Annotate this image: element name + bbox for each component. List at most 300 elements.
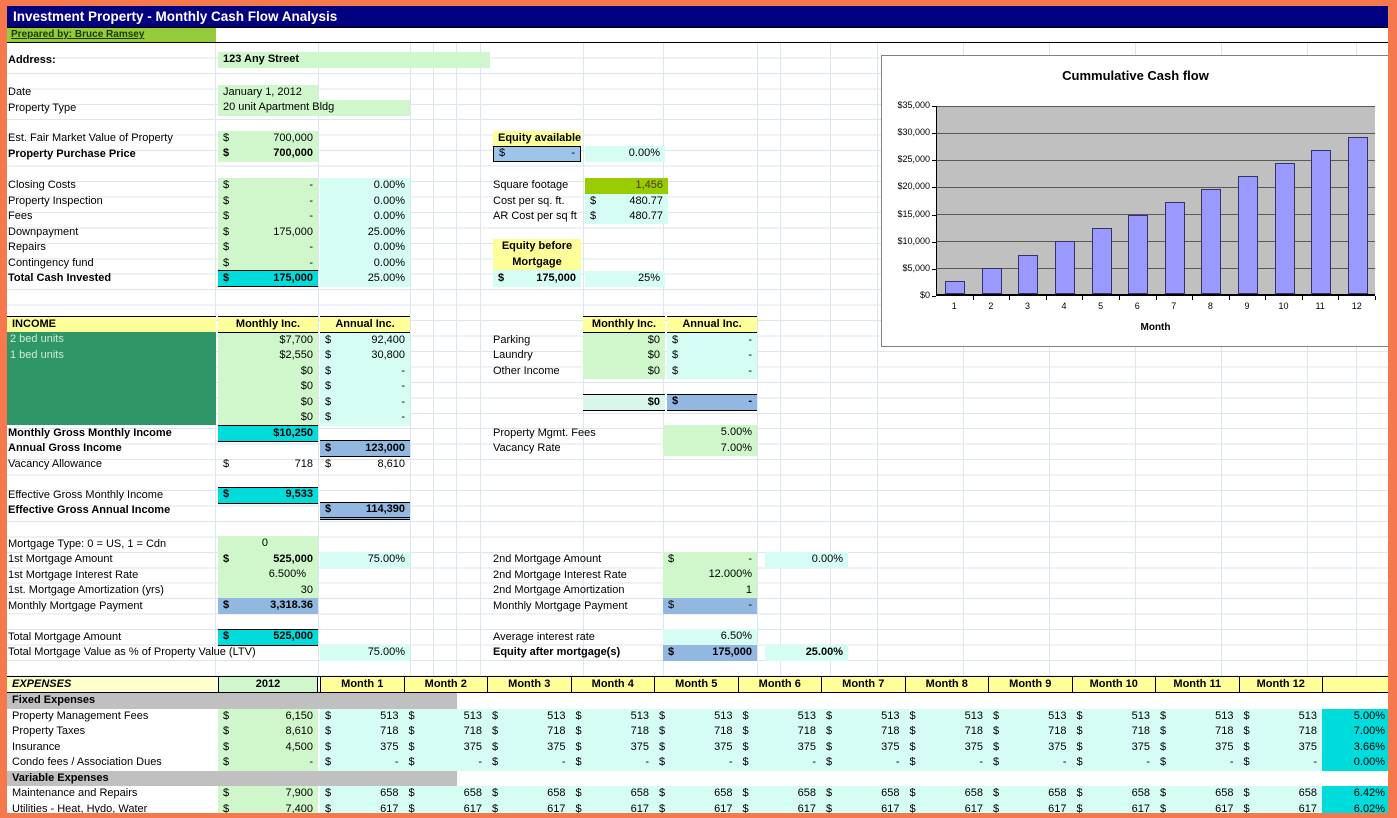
cell-value: 658 xyxy=(1298,787,1317,799)
cell-value: 658 xyxy=(797,787,816,799)
chart-bar[interactable] xyxy=(1275,163,1295,294)
expense-month-value[interactable] xyxy=(404,755,488,771)
expense-month-value[interactable] xyxy=(1155,740,1239,756)
m2-payment-value[interactable]: $ - xyxy=(663,598,757,614)
equity-before-value[interactable]: $ 175,000 xyxy=(493,270,581,287)
chart-x-tick-label: 1 xyxy=(951,301,957,311)
expense-month-value[interactable] xyxy=(1155,802,1239,818)
expense-month-value[interactable] xyxy=(1155,724,1239,740)
expense-month-value[interactable] xyxy=(1072,786,1156,802)
income-row3-monthly[interactable]: $0 xyxy=(218,364,318,380)
expense-month-value[interactable] xyxy=(1155,786,1239,802)
expense-annual-value[interactable] xyxy=(218,740,318,756)
chart-y-tick xyxy=(932,296,936,297)
expense-month-value[interactable] xyxy=(738,755,822,771)
expense-month-value[interactable] xyxy=(487,802,571,818)
expense-month-value[interactable] xyxy=(821,755,905,771)
currency-symbol: $ xyxy=(325,802,332,815)
vacancy-rate-value[interactable]: 7.00% xyxy=(663,441,757,457)
m2-amount-pct[interactable]: 0.00% xyxy=(765,552,848,568)
chart-x-tick-label: 10 xyxy=(1278,301,1289,311)
expense-month-value[interactable] xyxy=(654,740,738,756)
chart-y-tick xyxy=(932,215,936,216)
expense-month-value[interactable] xyxy=(487,709,571,725)
cell-value: 718 xyxy=(797,725,816,737)
m2-amount-value[interactable]: $ - xyxy=(663,552,757,568)
currency-symbol: $ xyxy=(909,740,916,753)
cell-value: 718 xyxy=(1215,725,1234,737)
address-label: Address: xyxy=(8,54,56,66)
gross-monthly-label: Monthly Gross Monthly Income xyxy=(8,426,172,439)
cell-value: 375 xyxy=(463,740,482,753)
expense-month-value[interactable] xyxy=(1155,709,1239,725)
avg-rate-value[interactable]: 6.50% xyxy=(663,629,757,645)
chart-bar[interactable] xyxy=(945,281,965,294)
expense-month-value[interactable] xyxy=(821,786,905,802)
expense-month-value[interactable] xyxy=(571,786,655,802)
vacancy-allowance-monthly[interactable]: $ 718 xyxy=(223,457,313,470)
expense-month-value[interactable] xyxy=(320,724,404,740)
m2-amort-value[interactable]: 1 xyxy=(663,583,757,599)
chart-bar[interactable] xyxy=(1238,176,1258,294)
expense-month-value[interactable] xyxy=(905,709,989,725)
currency-symbol: $ xyxy=(1076,725,1083,737)
currency-symbol: $ xyxy=(1076,740,1083,753)
downpayment-value[interactable]: $ 175,000 xyxy=(218,225,318,241)
total-cash-value[interactable]: $ 175,000 xyxy=(218,270,318,287)
expense-month-value[interactable] xyxy=(320,709,404,725)
currency-symbol: $ xyxy=(1160,709,1167,722)
unit-types-block[interactable] xyxy=(7,332,216,425)
pmf-label: Property Mgmt. Fees xyxy=(493,426,596,439)
cell-value: 513 xyxy=(1215,709,1234,722)
currency-symbol: $ xyxy=(993,725,1000,737)
chart-x-tick-label: 6 xyxy=(1134,301,1140,311)
other-income-annual-header: Annual Inc. xyxy=(667,316,757,333)
currency-symbol: $ xyxy=(1076,802,1083,815)
expense-month-value[interactable] xyxy=(320,786,404,802)
expense-month-value[interactable] xyxy=(738,740,822,756)
expense-row-label: Utilities - Heat, Hydo, Water xyxy=(12,802,148,815)
ltv-label: Total Mortgage Value as % of Property Value (LTV) xyxy=(8,646,256,658)
prepared-by-cell[interactable]: Prepared by: Bruce Ramsey xyxy=(7,28,216,42)
currency-symbol: $ xyxy=(659,756,666,768)
chart-plot-area xyxy=(936,106,1375,296)
cell-value: 658 xyxy=(547,787,566,799)
gridline xyxy=(757,43,758,676)
address-value[interactable]: 123 Any Street xyxy=(218,52,490,68)
gridline xyxy=(410,43,411,676)
cell-value: 375 xyxy=(964,740,983,753)
currency-symbol: $ xyxy=(742,740,749,753)
currency-symbol: $ xyxy=(223,756,230,768)
expense-month-value[interactable] xyxy=(1072,709,1156,725)
repairs-pct[interactable]: 0.00% xyxy=(320,240,410,256)
laundry-annual[interactable]: $ - xyxy=(667,348,757,364)
expense-month-value[interactable] xyxy=(654,709,738,725)
expense-pct-value[interactable]: 0.00% xyxy=(1322,755,1390,771)
currency-symbol: $ xyxy=(408,802,415,815)
gridline xyxy=(780,43,781,676)
cell-value: 658 xyxy=(630,787,649,799)
chart-x-tick-label: 9 xyxy=(1244,301,1250,311)
cell-value: - xyxy=(1229,756,1234,768)
currency-symbol: $ xyxy=(408,756,415,768)
expense-month-value[interactable] xyxy=(1155,755,1239,771)
fees-label: Fees xyxy=(8,210,33,222)
income-annual-header: Annual Inc. xyxy=(320,316,410,333)
expense-month-value[interactable] xyxy=(1239,755,1323,771)
expense-month-value[interactable] xyxy=(905,802,989,818)
currency-symbol: $ xyxy=(826,709,833,722)
chart-bar[interactable] xyxy=(982,268,1002,294)
chart-y-tick-label: $0 xyxy=(919,290,930,300)
currency-symbol: $ xyxy=(659,802,666,815)
currency-symbol: $ xyxy=(223,709,230,722)
expense-month-value[interactable] xyxy=(404,802,488,818)
expense-month-value[interactable] xyxy=(571,740,655,756)
eff-gross-annual-value[interactable]: $ 114,390 xyxy=(320,502,410,520)
cell-value: 7,400 xyxy=(285,802,313,815)
cell-value: 658 xyxy=(380,787,399,799)
expense-month-value[interactable] xyxy=(738,724,822,740)
m1-amount-pct[interactable]: 75.00% xyxy=(320,552,410,568)
downpayment-pct[interactable]: 25.00% xyxy=(320,225,410,241)
cell-value: 658 xyxy=(881,787,900,799)
m1-amount-value[interactable]: $ 525,000 xyxy=(218,552,318,568)
expenses-month-header: Month 12 xyxy=(1239,676,1323,693)
expense-month-value[interactable] xyxy=(738,786,822,802)
currency-symbol: $ xyxy=(492,756,499,768)
income-row4-annual[interactable]: $ - xyxy=(320,379,410,395)
cell-value: 718 xyxy=(380,725,399,737)
income-2bed-annual[interactable]: $ 92,400 xyxy=(320,333,410,349)
currency-symbol: $ xyxy=(492,709,499,722)
expense-month-value[interactable] xyxy=(404,709,488,725)
expense-month-value[interactable] xyxy=(988,802,1072,818)
equity-before-pct[interactable]: 25% xyxy=(585,271,665,287)
cell-value: 375 xyxy=(881,740,900,753)
m1-payment-value[interactable]: $ 3,318.36 xyxy=(218,598,318,614)
expense-month-value[interactable] xyxy=(1072,724,1156,740)
cell-value: 513 xyxy=(380,709,399,722)
m1-amort-value[interactable]: 30 xyxy=(218,583,318,599)
m1-rate-label: 1st Mortgage Interest Rate xyxy=(8,568,139,581)
expense-month-value[interactable] xyxy=(654,724,738,740)
chart-y-tick xyxy=(932,106,936,107)
chart-bar[interactable] xyxy=(1092,228,1112,294)
expense-annual-value[interactable] xyxy=(218,802,318,818)
purchase-price-value[interactable]: $ 700,000 xyxy=(218,146,318,162)
sqft-value[interactable]: 1,456 xyxy=(585,178,668,194)
date-value[interactable]: January 1, 2012 xyxy=(218,85,318,101)
expense-month-value[interactable] xyxy=(1239,740,1323,756)
expense-pct-value[interactable]: 5.00% xyxy=(1322,709,1390,725)
expense-month-value[interactable] xyxy=(821,709,905,725)
expense-month-value[interactable] xyxy=(988,709,1072,725)
expense-month-value[interactable] xyxy=(988,786,1072,802)
parking-annual[interactable]: $ - xyxy=(667,333,757,349)
eff-gross-monthly-value[interactable]: $ 9,533 xyxy=(218,487,318,504)
chart-x-tick xyxy=(1046,296,1047,300)
chart-gridline xyxy=(937,160,1375,161)
expense-month-value[interactable] xyxy=(905,724,989,740)
expense-month-value[interactable] xyxy=(905,786,989,802)
vacancy-allowance-annual[interactable]: $ 8,610 xyxy=(325,457,405,470)
unit-1bed-label: 1 bed units xyxy=(10,348,64,361)
gross-annual-value[interactable]: $ 123,000 xyxy=(320,440,410,457)
cell-value: 617 xyxy=(881,802,900,815)
expense-pct-value[interactable]: 6.42% xyxy=(1322,786,1390,802)
other-income-monthly[interactable]: $0 xyxy=(583,364,665,380)
expense-month-value[interactable] xyxy=(487,755,571,771)
expense-month-value[interactable] xyxy=(320,755,404,771)
closing-costs-value[interactable]: $ - xyxy=(218,178,318,194)
expense-annual-value[interactable] xyxy=(218,755,318,771)
chart-x-tick-label: 3 xyxy=(1024,301,1030,311)
laundry-monthly[interactable]: $0 xyxy=(583,348,665,364)
chart-y-tick-label: $25,000 xyxy=(897,154,930,165)
cell-value: 4,500 xyxy=(285,740,313,753)
currency-symbol: $ xyxy=(742,725,749,737)
fees-value[interactable]: $ - xyxy=(218,209,318,225)
currency-symbol: $ xyxy=(1243,709,1250,722)
chart-x-tick xyxy=(1192,296,1193,300)
expense-month-value[interactable] xyxy=(1072,802,1156,818)
fixed-expenses-band: Fixed Expenses xyxy=(7,693,457,709)
currency-symbol: $ xyxy=(826,756,833,768)
equity-available-value[interactable]: $ - xyxy=(493,146,581,162)
fees-pct[interactable]: 0.00% xyxy=(320,209,410,225)
repairs-value[interactable]: $ - xyxy=(218,240,318,256)
expense-month-value[interactable] xyxy=(905,755,989,771)
equity-available-pct[interactable]: 0.00% xyxy=(585,146,665,162)
cell-value: 617 xyxy=(1298,802,1317,815)
total-cash-label: Total Cash Invested xyxy=(8,272,112,284)
cell-value: 513 xyxy=(630,709,649,722)
chart-bar[interactable] xyxy=(1201,189,1221,294)
currency-symbol: $ xyxy=(909,709,916,722)
currency-symbol: $ xyxy=(659,725,666,737)
cell-value: 617 xyxy=(714,802,733,815)
currency-symbol: $ xyxy=(408,725,415,737)
expense-month-value[interactable] xyxy=(404,724,488,740)
expenses-month-header: Month 8 xyxy=(905,676,989,693)
currency-symbol: $ xyxy=(408,709,415,722)
expense-month-value[interactable] xyxy=(571,724,655,740)
income-row4-monthly[interactable]: $0 xyxy=(218,379,318,395)
expense-pct-value[interactable]: 7.00% xyxy=(1322,724,1390,740)
expense-month-value[interactable] xyxy=(404,740,488,756)
expense-month-value[interactable] xyxy=(571,709,655,725)
expenses-month-header: Month 1 xyxy=(320,676,404,693)
total-cash-pct[interactable]: 25.00% xyxy=(320,271,410,287)
eff-gross-monthly-label: Effective Gross Monthly Income xyxy=(8,488,164,501)
income-row6-monthly[interactable]: $0 xyxy=(218,410,318,426)
ar-cost-sqft-label: AR Cost per sq ft xyxy=(493,210,577,222)
cell-value: 375 xyxy=(547,740,566,753)
inspection-pct[interactable]: 0.00% xyxy=(320,194,410,210)
gross-monthly-value[interactable]: $10,250 xyxy=(218,425,318,442)
equity-after-label: Equity after mortgage(s) xyxy=(493,646,621,658)
expense-month-value[interactable] xyxy=(1239,786,1323,802)
contingency-pct[interactable]: 0.00% xyxy=(320,256,410,272)
currency-symbol: $ xyxy=(325,725,332,737)
expense-month-value[interactable] xyxy=(821,724,905,740)
chart-y-tick-label: $20,000 xyxy=(897,181,930,192)
expense-month-value[interactable] xyxy=(571,802,655,818)
total-mortgage-value[interactable]: $ 525,000 xyxy=(218,629,318,646)
avg-rate-label: Average interest rate xyxy=(493,630,595,643)
other-income-annual[interactable]: $ - xyxy=(667,364,757,380)
fmv-label: Est. Fair Market Value of Property xyxy=(8,132,173,144)
gridline xyxy=(433,43,434,676)
m2-amount-label: 2nd Mortgage Amount xyxy=(493,553,602,565)
expenses-year-header[interactable]: 2012 xyxy=(218,676,318,693)
gross-annual-label: Annual Gross Income xyxy=(8,442,122,454)
expense-month-value[interactable] xyxy=(487,786,571,802)
expense-month-value[interactable] xyxy=(1072,740,1156,756)
chart-y-tick-label: $15,000 xyxy=(897,208,930,219)
expense-month-value[interactable] xyxy=(320,740,404,756)
expense-month-value[interactable] xyxy=(320,802,404,818)
chart-bar[interactable] xyxy=(1165,202,1185,294)
chart-bar[interactable] xyxy=(1128,215,1148,294)
fmv-value[interactable]: $ 700,000 xyxy=(218,131,318,147)
inspection-value[interactable]: $ - xyxy=(218,194,318,210)
expense-annual-value[interactable] xyxy=(218,709,318,725)
expense-month-value[interactable] xyxy=(654,755,738,771)
expense-month-value[interactable] xyxy=(1072,755,1156,771)
equity-after-pct[interactable]: 25.00% xyxy=(765,645,848,661)
income-1bed-monthly[interactable]: $2,550 xyxy=(218,348,318,364)
income-header: INCOME xyxy=(7,316,216,333)
ltv-value[interactable]: 75.00% xyxy=(320,645,410,661)
expense-month-value[interactable] xyxy=(738,709,822,725)
expenses-month-header: Month 10 xyxy=(1072,676,1156,693)
m1-rate-value[interactable]: 6.500% xyxy=(218,567,318,583)
expense-month-value[interactable] xyxy=(821,740,905,756)
cell-value: 513 xyxy=(1048,709,1067,722)
expense-month-value[interactable] xyxy=(571,755,655,771)
chart-x-tick-label: 5 xyxy=(1098,301,1104,311)
cost-sqft-value[interactable]: $ 480.77 xyxy=(585,194,668,210)
cell-value: 718 xyxy=(1131,725,1150,737)
income-2bed-monthly[interactable]: $7,700 xyxy=(218,333,318,349)
expense-month-value[interactable] xyxy=(905,740,989,756)
currency-symbol: $ xyxy=(492,802,499,815)
other-income-total-monthly[interactable]: $0 xyxy=(583,394,665,411)
equity-after-value[interactable]: $ 175,000 xyxy=(663,645,757,661)
chart-bar[interactable] xyxy=(1311,150,1331,294)
cell-value: 513 xyxy=(1131,709,1150,722)
expense-row-label: Insurance xyxy=(12,740,61,753)
expenses-month-header: Month 5 xyxy=(654,676,738,693)
other-income-total-annual[interactable]: $ - xyxy=(667,394,757,411)
chart-y-tick-label: $30,000 xyxy=(897,127,930,138)
expense-month-value[interactable] xyxy=(487,724,571,740)
expense-month-value[interactable] xyxy=(654,786,738,802)
total-mortgage-label: Total Mortgage Amount xyxy=(8,630,122,643)
expense-month-value[interactable] xyxy=(821,802,905,818)
parking-monthly[interactable]: $0 xyxy=(583,333,665,349)
currency-symbol: $ xyxy=(1243,787,1250,799)
income-row6-annual[interactable]: $ - xyxy=(320,410,410,426)
cumulative-cashflow-chart xyxy=(881,55,1390,347)
expense-pct-value[interactable]: 3.66% xyxy=(1322,740,1390,756)
currency-symbol: $ xyxy=(993,740,1000,753)
m1-payment-label: Monthly Mortgage Payment xyxy=(8,599,143,612)
cell-value: 513 xyxy=(881,709,900,722)
income-row3-annual[interactable]: $ - xyxy=(320,364,410,380)
chart-x-tick xyxy=(973,296,974,300)
cell-value: 375 xyxy=(714,740,733,753)
cell-value: 7,900 xyxy=(285,787,313,799)
cell-value: 513 xyxy=(797,709,816,722)
income-row5-annual[interactable]: $ - xyxy=(320,395,410,411)
expense-month-value[interactable] xyxy=(988,755,1072,771)
income-row5-monthly[interactable]: $0 xyxy=(218,395,318,411)
cell-value: 658 xyxy=(1215,787,1234,799)
cell-value: 718 xyxy=(1048,725,1067,737)
expense-month-value[interactable] xyxy=(1239,724,1323,740)
expense-annual-value[interactable] xyxy=(218,786,318,802)
expense-pct-value[interactable]: 6.02% xyxy=(1322,802,1390,818)
income-1bed-annual[interactable]: $ 30,800 xyxy=(320,348,410,364)
expense-month-value[interactable] xyxy=(738,802,822,818)
expense-month-value[interactable] xyxy=(1239,802,1323,818)
cell-value: - xyxy=(478,756,482,768)
expense-row-label: Condo fees / Association Dues xyxy=(12,756,162,768)
currency-symbol: $ xyxy=(223,787,230,799)
chart-bar[interactable] xyxy=(1348,137,1368,294)
expense-month-value[interactable] xyxy=(654,802,738,818)
currency-symbol: $ xyxy=(659,709,666,722)
chart-y-tick xyxy=(932,242,936,243)
pmf-value[interactable]: 5.00% xyxy=(663,425,757,441)
currency-symbol: $ xyxy=(1160,740,1167,753)
m2-rate-value[interactable]: 12.000% xyxy=(663,567,757,583)
inspection-label: Property Inspection xyxy=(8,194,103,207)
expenses-table xyxy=(7,676,1390,818)
chart-bar[interactable] xyxy=(1018,255,1038,294)
currency-symbol: $ xyxy=(742,709,749,722)
ar-cost-sqft-value[interactable]: $ 480.77 xyxy=(585,209,668,225)
currency-symbol: $ xyxy=(325,756,332,768)
expense-month-value[interactable] xyxy=(988,740,1072,756)
currency-symbol: $ xyxy=(1160,756,1167,768)
expenses-month-header: Month 2 xyxy=(404,676,488,693)
cell-value: 8,610 xyxy=(285,725,313,737)
expense-month-value[interactable] xyxy=(988,724,1072,740)
closing-costs-pct[interactable]: 0.00% xyxy=(320,178,410,194)
chart-x-tick xyxy=(1119,296,1120,300)
expense-annual-value[interactable] xyxy=(218,724,318,740)
chart-x-tick xyxy=(1156,296,1157,300)
currency-symbol: $ xyxy=(1076,787,1083,799)
contingency-value[interactable]: $ - xyxy=(218,256,318,272)
expense-month-value[interactable] xyxy=(404,786,488,802)
mortgage-type-value[interactable]: 0 xyxy=(218,536,318,552)
downpayment-label: Downpayment xyxy=(8,225,79,238)
property-type-value[interactable]: 20 unit Apartment Bldg xyxy=(218,100,410,116)
chart-bar[interactable] xyxy=(1055,241,1075,294)
currency-symbol: $ xyxy=(325,709,332,722)
expense-month-value[interactable] xyxy=(487,740,571,756)
m2-rate-label: 2nd Mortgage Interest Rate xyxy=(493,568,627,581)
cell-value: 658 xyxy=(964,787,983,799)
expense-month-value[interactable] xyxy=(1239,709,1323,725)
